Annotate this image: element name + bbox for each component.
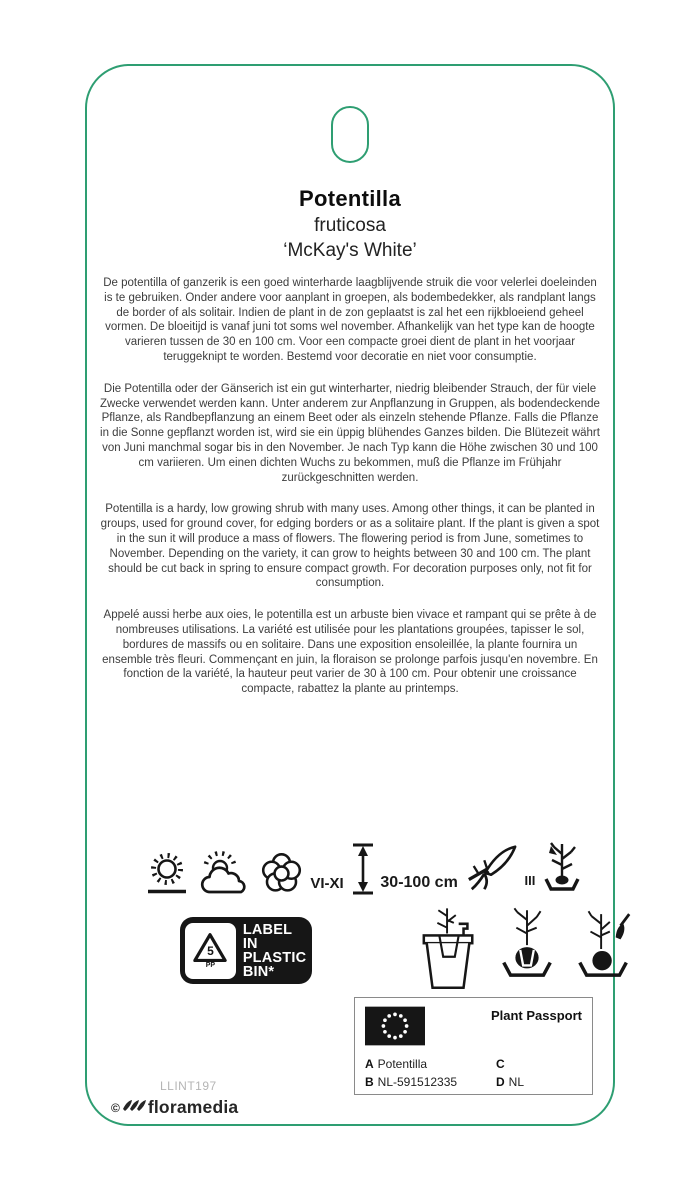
plant-passport-title: Plant Passport bbox=[490, 1008, 582, 1023]
pruning-month-label: III bbox=[524, 873, 536, 888]
eu-flag-icon bbox=[365, 1006, 425, 1051]
passport-field-c: C bbox=[496, 1057, 505, 1071]
partial-shade-icon bbox=[197, 850, 251, 896]
passport-field-d: D NL bbox=[496, 1075, 525, 1089]
recycling-triangle-icon bbox=[185, 923, 236, 979]
shrub-cutback-icon bbox=[543, 840, 581, 896]
planting-instruction-icons bbox=[418, 906, 636, 997]
flower-icon bbox=[258, 849, 305, 896]
recycle-badge bbox=[180, 917, 312, 984]
hang-hole bbox=[331, 106, 369, 163]
description-dutch: De potentilla of ganzerik is een goed winterharde laagblijvende struik die voor velerlei doeleinden is te gebruiken. Onder andere voor aanplant in groepen, als bodembedekker, als randplant langs de border of als solitair. Indien de plant in de zon geplaatst is zal het een rijkbloeiend geheel vormen. De bloeitijd is vanaf juni tot soms wel november. Afhankelijk van het type kan de hoogte varieren tussen de 30 en 100 cm. Voor een compacte groei dient de plant in het voorjaar teruggeknipt te worden. Bestemd voor decoratie en niet voor consumptie. bbox=[103, 277, 597, 363]
brand-name: floramedia bbox=[147, 1097, 239, 1117]
recycle-material: PP bbox=[205, 962, 216, 969]
height-arrow-icon bbox=[351, 842, 375, 896]
plant-passport-box bbox=[354, 997, 593, 1095]
plant-with-trowel-icon bbox=[574, 906, 636, 997]
soak-pot-icon bbox=[418, 906, 480, 997]
plant-genus-title: Potentilla bbox=[298, 186, 401, 211]
plant-passport-header bbox=[365, 1006, 582, 1051]
plant-species: fruticosa bbox=[314, 215, 386, 236]
recycle-badge-text: LABEL IN PLASTIC BIN* bbox=[242, 921, 307, 980]
full-sun-icon bbox=[145, 850, 189, 896]
pruning-shears-icon bbox=[465, 838, 519, 896]
height-range-label: 30-100 cm bbox=[380, 874, 458, 891]
copyright-symbol: © bbox=[111, 1100, 120, 1115]
label-text bbox=[98, 186, 602, 697]
description-german: Die Potentilla oder der Gänserich ist ein gut winterharter, niedrig bleibender Strauch, der für viele Zwecke verwendet werden kann. Unter anderem zur Anpflanzung in Gruppen, als bodendeckende Pflanze, als Randbepflanzung an einem Beet oder als einzeln stehende Pflanze. Falls die Pflanze in die Sonne gepflanzt worden ist, wird sie ein üppig blühendes Ganzes bilden. Die Blütezeit währt von Juni manchmal sogar bis in den November. Je nach Typ kann die Höhe zwischen 30 und 100 cm variieren. Um einen dichten Wuchs zu bekommen, muß die Pflanze im Frühjahr zurückgeschnitten werden. bbox=[100, 382, 600, 484]
plant-cultivar: ‘McKay's White’ bbox=[283, 240, 417, 261]
rootball-unpot-icon bbox=[496, 906, 558, 997]
recycle-and-planting-row bbox=[180, 906, 573, 996]
description-french: Appelé aussi herbe aux oies, le potentilla est un arbuste bien vivace et rampant qui se prête à de nombreuses utilisations. La variété est utilisée pour les plantations groupées, tapisser le sol, bordures de massifs ou en solitaire. Dans une exposition ensoleillée, la plante fournira un ensemble très fleuri. Commençant en juin, la floraison se prolonge parfois jusqu'en novembre. En fonction de la variété, la hauteur peut varier de 30 à 100 cm. Pour obtenir une croissance compacte, rabattez la plante au printemps. bbox=[102, 609, 598, 696]
flowering-months-label: VI-XI bbox=[310, 875, 344, 892]
care-pictogram-row bbox=[145, 836, 581, 896]
description-english: Potentilla is a hardy, low growing shrub with many uses. Among other things, it can be planted in groups, used for ground cover, for edging borders or as a solitaire plant. If the plant is given a spot in the sun it will produce a mass of flowers. The flowering period is from June, sometimes to November. Depending on the variety, it can grow to heights between 30 and 100 cm. The plant should be cut back in spring to ensure compact growth. For decoration purposes only, not fit for consumption. bbox=[100, 503, 600, 590]
passport-field-b: B NL-591512335 bbox=[365, 1075, 458, 1089]
floramedia-mark-icon bbox=[122, 1097, 148, 1118]
print-code: LLINT197 bbox=[160, 1079, 217, 1093]
passport-field-a: A Potentilla bbox=[365, 1057, 428, 1071]
plant-label-card bbox=[85, 64, 615, 1126]
floramedia-logo bbox=[111, 1097, 238, 1118]
recycle-number: 5 bbox=[207, 943, 214, 958]
plant-passport-fields bbox=[365, 1057, 582, 1089]
